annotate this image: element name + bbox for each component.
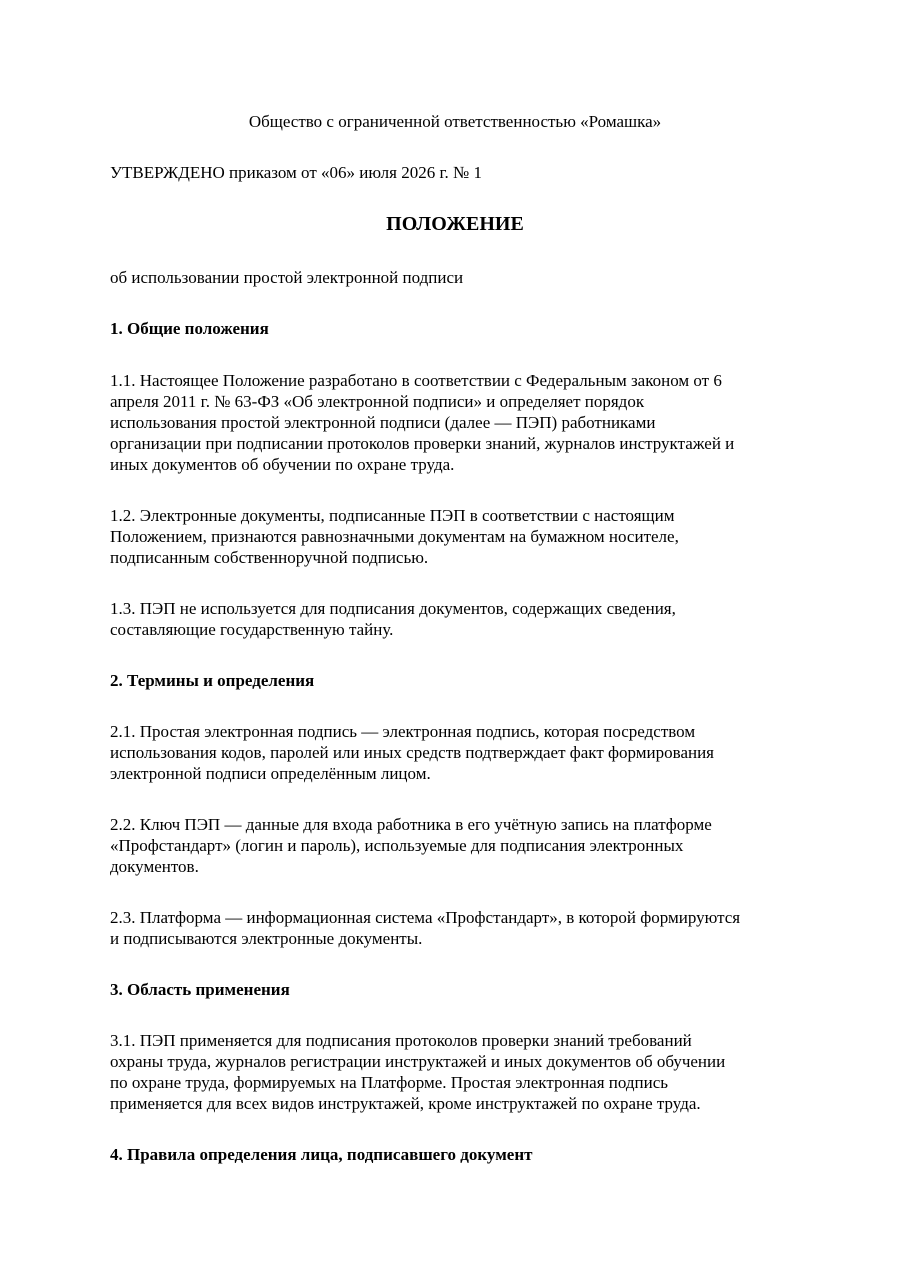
text-line: применяется для всех видов инструктажей, кроме инструктажей по охране труда.	[110, 1094, 701, 1113]
text-line: 1.1. Настоящее Положение разработано в соответствии с Федеральным законом от 6	[110, 371, 722, 390]
document-subtitle: об использовании простой электронной подписи	[110, 268, 464, 287]
text-line: 2.2. Ключ ПЭП — данные для входа работника в его учётную запись на платформе	[110, 815, 712, 834]
approval-line: УТВЕРЖДЕНО приказом от «06» июля 2026 г. № 1	[110, 163, 482, 182]
text-line: апреля 2011 г. № 63-ФЗ «Об электронной подписи» и определяет порядок	[110, 392, 645, 411]
text-line: использования кодов, паролей или иных средств подтверждает факт формирования	[110, 743, 714, 762]
text-line: электронной подписи определённым лицом.	[110, 764, 431, 783]
text-line: по охране труда, формируемых на Платформе. Простая электронная подпись	[110, 1073, 669, 1092]
organization-name: Общество с ограниченной ответственностью «Ромашка»	[248, 112, 662, 131]
text-line: подписанным собственноручной подписью.	[110, 548, 429, 567]
text-line: 2.1. Простая электронная подпись — электронная подпись, которая посредством	[110, 722, 696, 741]
text-line: 1.3. ПЭП не используется для подписания документов, содержащих сведения,	[110, 599, 676, 618]
text-line: документов.	[110, 857, 199, 876]
section-1-heading: 1. Общие положения	[110, 319, 269, 338]
section-4-heading: 4. Правила определения лица, подписавшего документ	[110, 1145, 533, 1164]
text-line: составляющие государственную тайну.	[110, 620, 394, 639]
text-line: иных документов об обучении по охране труда.	[110, 455, 455, 474]
text-line: охраны труда, журналов регистрации инструктажей и иных документов об обучении	[110, 1052, 726, 1071]
text-line: 3.1. ПЭП применяется для подписания протоколов проверки знаний требований	[110, 1031, 692, 1050]
text-line: Положением, признаются равнозначными документам на бумажном носителе,	[110, 527, 679, 546]
text-line: организации при подписании протоколов проверки знаний, журналов инструктажей и	[110, 434, 735, 453]
text-line: использования простой электронной подписи (далее — ПЭП) работниками	[110, 413, 656, 432]
text-line: 1.2. Электронные документы, подписанные ПЭП в соответствии с настоящим	[110, 506, 675, 525]
text-line: и подписываются электронные документы.	[110, 929, 423, 948]
document-title: ПОЛОЖЕНИЕ	[386, 213, 524, 235]
text-line: «Профстандарт» (логин и пароль), используемые для подписания электронных	[110, 836, 684, 855]
section-3-heading: 3. Область применения	[110, 980, 290, 999]
section-2-heading: 2. Термины и определения	[110, 671, 315, 690]
text-line: 2.3. Платформа — информационная система «Профстандарт», в которой формируются	[110, 908, 741, 927]
